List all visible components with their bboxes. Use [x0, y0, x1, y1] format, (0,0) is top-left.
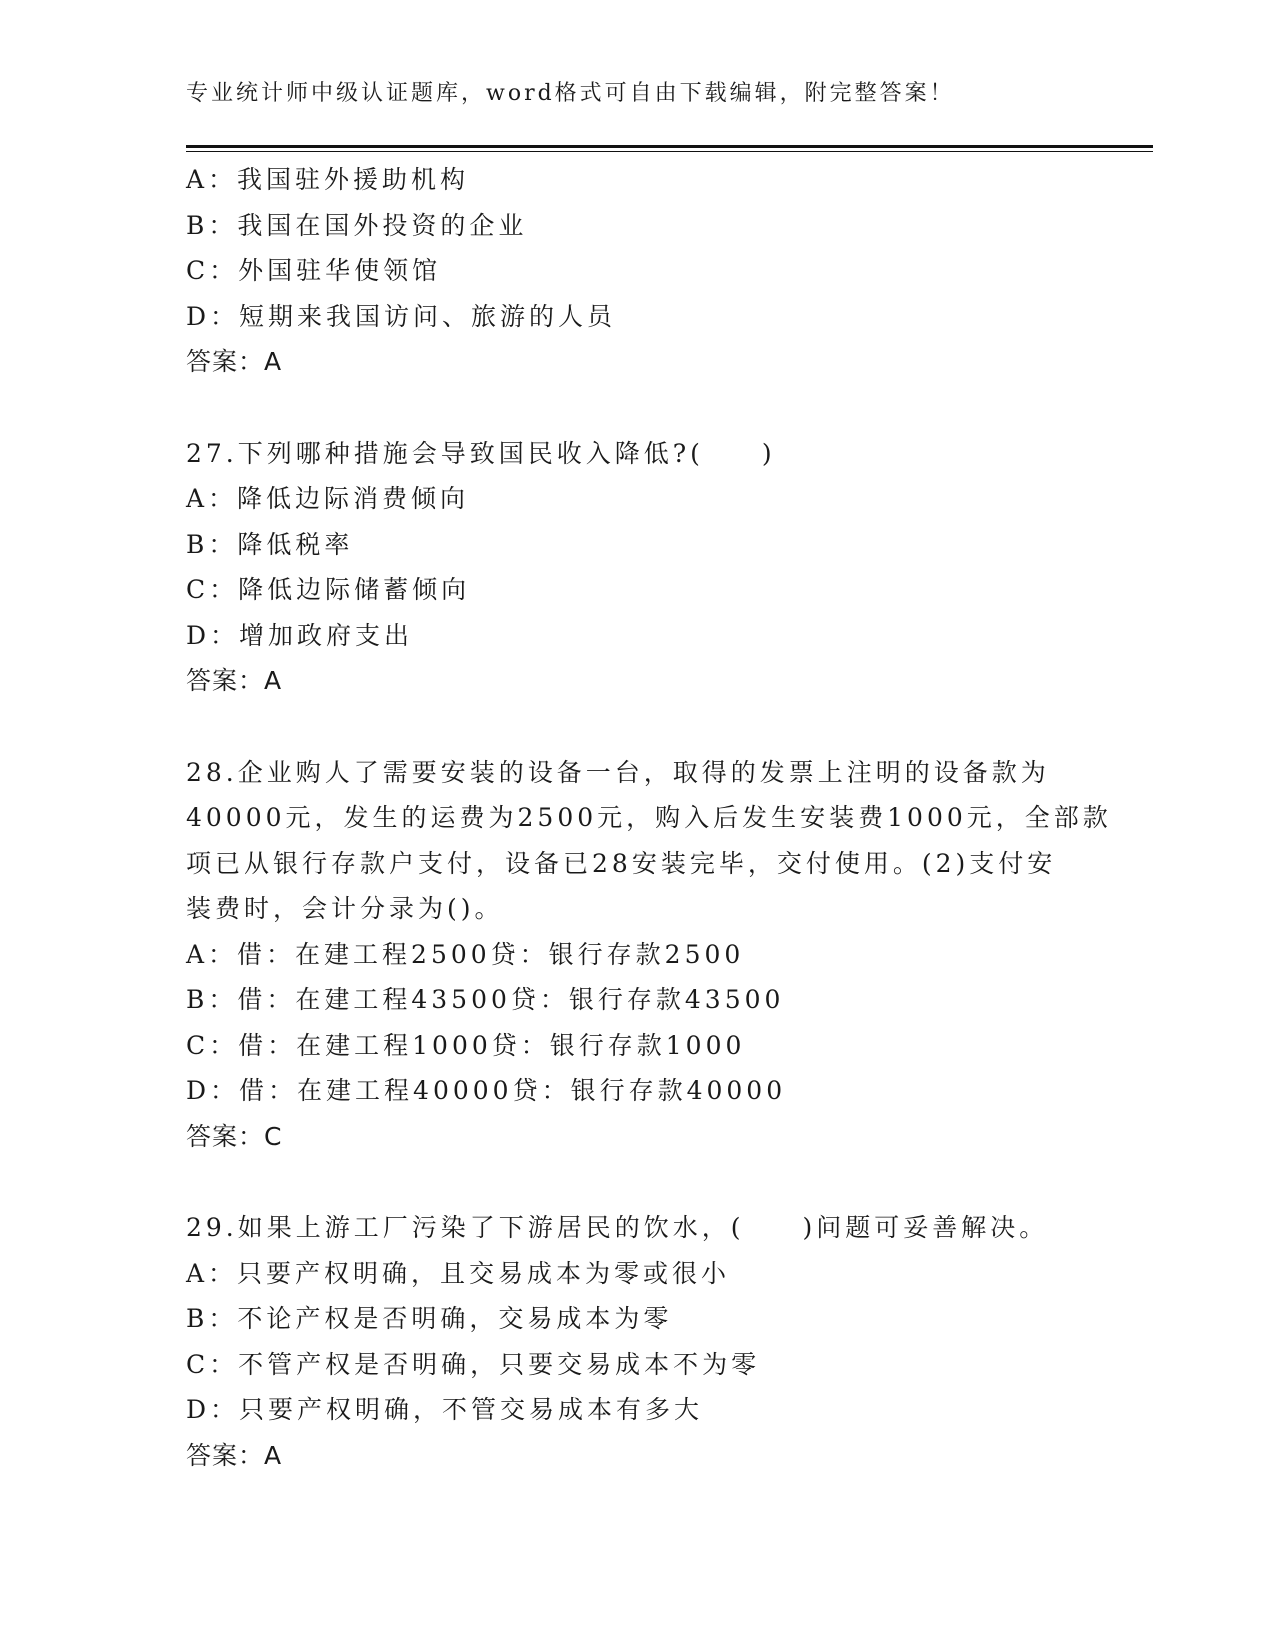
question-stem: 27.下列哪种措施会导致国民收入降低?( ): [186, 438, 776, 468]
question-29: [186, 1205, 1086, 1478]
option-d: D：增加政府支出: [186, 620, 414, 650]
option-d: D：短期来我国访问、旅游的人员: [186, 301, 617, 331]
option-a: A：降低边际消费倾向: [186, 484, 470, 513]
question-stem-line-4: 装费时，会计分录为()。: [186, 894, 504, 923]
answer-label: 答案：A: [186, 1440, 283, 1470]
option-c: C：不管产权是否明确，只要交易成本不为零: [186, 1349, 761, 1379]
option-a: A：我国驻外援助机构: [186, 165, 470, 194]
question-list: [186, 157, 1112, 1478]
answer-label: 答案：A: [186, 347, 283, 376]
question-stem-line-2: 40000元，发生的运费为2500元，购入后发生安装费1000元，全部款: [186, 803, 1112, 832]
option-d: D：借：在建工程40000贷：银行存款40000: [186, 1076, 787, 1105]
question-stem-line-3: 项已从银行存款户支付，设备已28安装完毕，交付使用。(2)支付安: [186, 848, 1057, 878]
question-stem-line-1: 28.企业购人了需要安装的设备一台，取得的发票上注明的设备款为: [186, 757, 1050, 787]
option-c: C：降低边际储蓄倾向: [186, 575, 471, 604]
answer-label: 答案：A: [186, 666, 283, 695]
option-b: B：借：在建工程43500贷：银行存款43500: [186, 985, 785, 1014]
option-b: B：不论产权是否明确，交易成本为零: [186, 1304, 673, 1333]
option-c: C：外国驻华使领馆: [186, 256, 442, 285]
question-stem: 29.如果上游工厂污染了下游居民的饮水，( )问题可妥善解决。: [186, 1213, 1049, 1242]
header-rule-thin: [186, 151, 1153, 152]
option-a: A：只要产权明确，且交易成本为零或很小: [186, 1258, 731, 1288]
document-header: 专业统计师中级认证题库，word格式可自由下载编辑，附完整答案！: [186, 81, 955, 106]
header-rule-thick: [186, 145, 1153, 148]
question-26: [186, 157, 1086, 385]
option-a: A：借：在建工程2500贷：银行存款2500: [186, 939, 745, 969]
question-27: [186, 431, 1086, 704]
answer-label: 答案：C: [186, 1121, 283, 1151]
option-d: D：只要产权明确，不管交易成本有多大: [186, 1395, 704, 1424]
question-28: [186, 750, 1112, 1160]
option-b: B：降低税率: [186, 529, 354, 559]
option-b: B：我国在国外投资的企业: [186, 210, 528, 240]
option-c: C：借：在建工程1000贷：银行存款1000: [186, 1030, 746, 1060]
